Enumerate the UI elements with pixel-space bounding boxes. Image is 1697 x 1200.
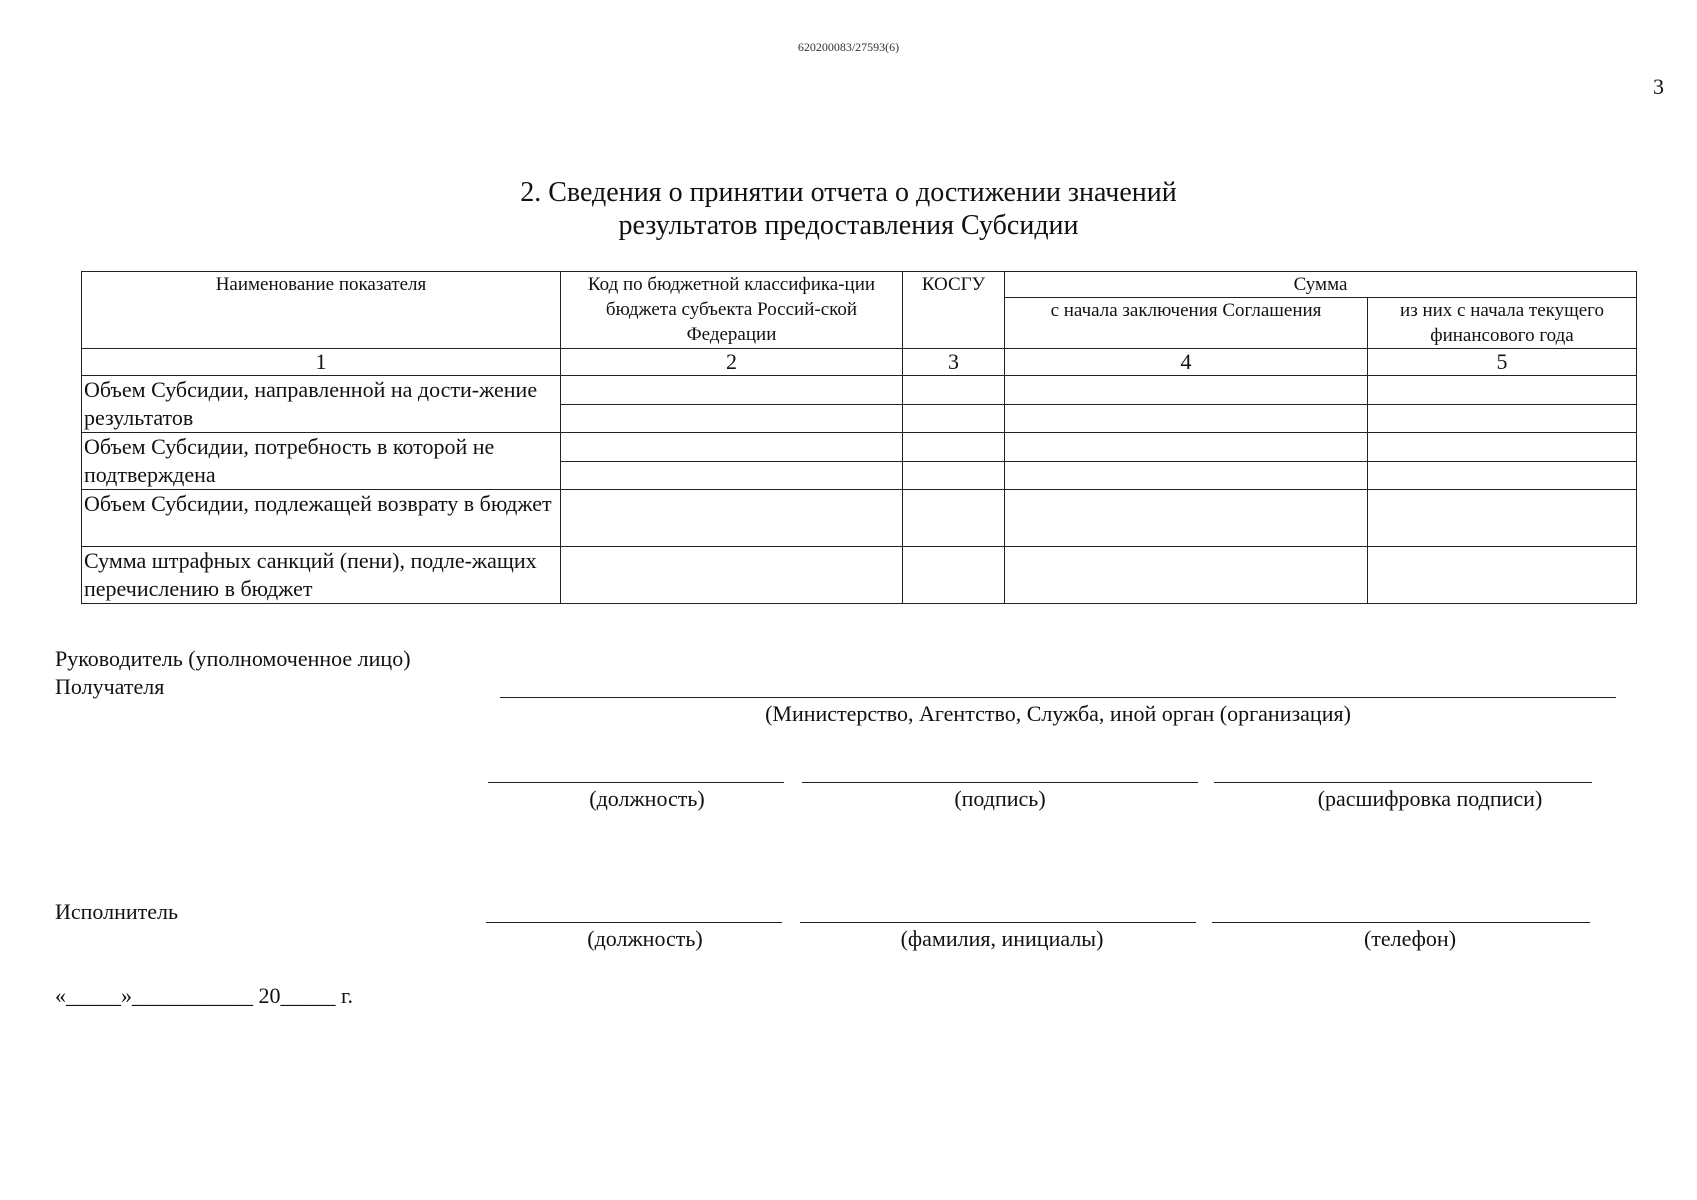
row-label: Объем Субсидии, подлежащей возврату в бюджет: [82, 490, 561, 547]
executor-label: Исполнитель: [55, 899, 179, 924]
header-since-year-start: из них с начала текущего финансового года: [1368, 298, 1637, 349]
table-cell[interactable]: [1368, 376, 1637, 405]
section-title-line-1: 2. Сведения о принятии отчета о достижении значений: [520, 177, 1177, 208]
table-cell[interactable]: [903, 404, 1005, 433]
column-number: 5: [1368, 349, 1637, 376]
table-row: [82, 433, 1637, 462]
head-position-line[interactable]: [488, 782, 784, 783]
column-number: 3: [903, 349, 1005, 376]
header-budget-code: Код по бюджетной классифика-ции бюджета субъекта Россий-ской Федерации: [561, 272, 903, 349]
table-cell[interactable]: [1368, 490, 1637, 547]
column-number: 4: [1005, 349, 1368, 376]
head-signature-line[interactable]: [802, 782, 1198, 783]
position-caption-2: (должность): [587, 926, 703, 951]
column-number-row: [82, 349, 1637, 376]
head-label-line-2: Получателя: [55, 674, 165, 699]
table-cell[interactable]: [903, 433, 1005, 462]
table-cell[interactable]: [1005, 404, 1368, 433]
table-cell[interactable]: [1005, 490, 1368, 547]
executor-phone-line[interactable]: [1212, 922, 1590, 923]
page-number: 3: [1653, 74, 1664, 99]
table-cell[interactable]: [903, 461, 1005, 490]
report-table: [81, 271, 1637, 604]
table-cell[interactable]: [1368, 461, 1637, 490]
table-cell[interactable]: [903, 547, 1005, 604]
name-caption: (фамилия, инициалы): [900, 926, 1104, 951]
section-title-line-2: результатов предоставления Субсидии: [618, 210, 1079, 241]
header-sum: Сумма: [1005, 272, 1637, 298]
table-cell[interactable]: [1005, 461, 1368, 490]
table-cell[interactable]: [561, 490, 903, 547]
executor-name-line[interactable]: [800, 922, 1196, 923]
row-label: Объем Субсидии, направленной на дости-жение результатов: [82, 376, 561, 433]
table-row: [82, 547, 1637, 604]
organization-caption: (Министерство, Агентство, Служба, иной орган (организация): [765, 701, 1351, 726]
table-cell[interactable]: [1368, 404, 1637, 433]
table-cell[interactable]: [1005, 433, 1368, 462]
header-kosgu: КОСГУ: [903, 272, 1005, 349]
table-cell[interactable]: [561, 433, 903, 462]
position-caption: (должность): [589, 786, 705, 811]
table-row: [82, 490, 1637, 547]
table-cell[interactable]: [561, 461, 903, 490]
table-cell[interactable]: [1005, 376, 1368, 405]
table-cell[interactable]: [561, 376, 903, 405]
table-cell[interactable]: [561, 547, 903, 604]
organization-line[interactable]: [500, 697, 1616, 698]
row-label: Объем Субсидии, потребность в которой не подтверждена: [82, 433, 561, 490]
phone-caption: (телефон): [1363, 926, 1457, 951]
signature-caption: (подпись): [954, 786, 1046, 811]
head-decode-line[interactable]: [1214, 782, 1592, 783]
table-cell[interactable]: [561, 404, 903, 433]
table-cell[interactable]: [903, 376, 1005, 405]
table-cell[interactable]: [903, 490, 1005, 547]
executor-position-line[interactable]: [486, 922, 782, 923]
date-line[interactable]: «_____»___________ 20_____ г.: [55, 983, 354, 1008]
table-row: [82, 376, 1637, 405]
head-label-line-1: Руководитель (уполномоченное лицо): [55, 646, 411, 671]
column-number: 2: [561, 349, 903, 376]
table-cell[interactable]: [1005, 547, 1368, 604]
document-code: 620200083/27593(6): [797, 40, 900, 54]
header-since-agreement: с начала заключения Соглашения: [1005, 298, 1368, 349]
column-number: 1: [82, 349, 561, 376]
table-cell[interactable]: [1368, 547, 1637, 604]
head-label: [55, 645, 411, 701]
row-label: Сумма штрафных санкций (пени), подле-жащих перечислению в бюджет: [82, 547, 561, 604]
header-indicator-name: Наименование показателя: [82, 272, 561, 349]
decode-caption: (расшифровка подписи): [1317, 786, 1543, 811]
table-cell[interactable]: [1368, 433, 1637, 462]
section-title: [0, 176, 1697, 242]
